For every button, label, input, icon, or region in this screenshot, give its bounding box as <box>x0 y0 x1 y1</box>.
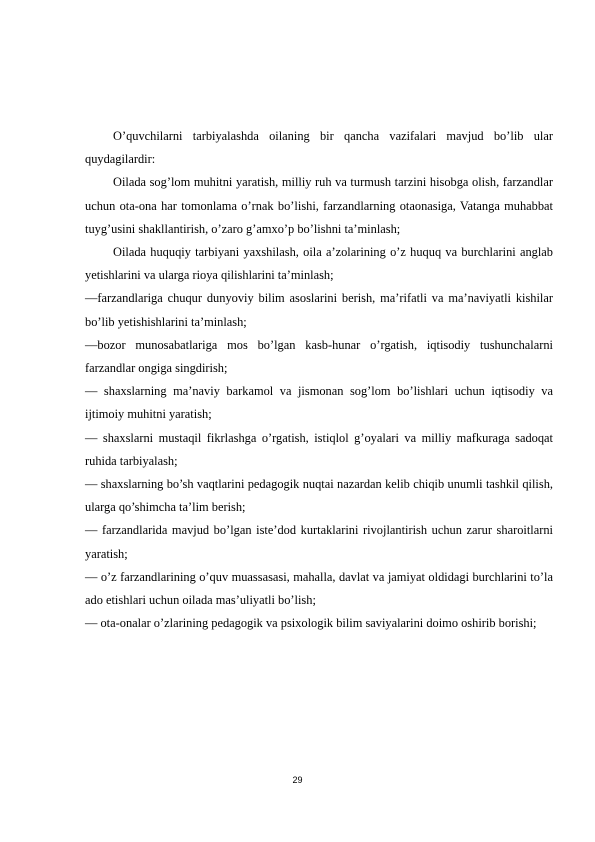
list-item-economic-environment: — shaxslarning ma’naviy barkamol va jismonan sog’lom bo’lishlari uchun iqtisodiy va ijtimoiy muhitni yaratish; <box>85 384 553 422</box>
paragraph-intro: O’quvchilarni tarbiyalashda oilaning bir qancha vazifalari mavjud bo’lib ular quydagilardir: <box>85 129 553 167</box>
list-item-free-time: — shaxslarning bo’sh vaqtlarini pedagogik nuqtai nazardan kelib chiqib unumli tashkil qilish, ularga qo’shimcha ta’lim berish; <box>85 477 553 515</box>
list-item-independent-thinking: — shaxslarni mustaqil fikrlashga o’rgatish, istiqlol g’oyalari va milliy mafkuraga sadoqat ruhida tarbiyalash; <box>85 430 553 468</box>
document-body <box>85 125 553 635</box>
list-item-secular-knowledge: —farzandlariga chuqur dunyoviy bilim asoslarini berish, ma’rifatli va ma’naviyatli kishilar bo’lib yetishishlarini ta’minlash; <box>85 291 553 329</box>
page-number: 29 <box>292 775 303 785</box>
list-item-talent-development: — farzandlarida mavjud bo’lgan iste’dod kurtaklarini rivojlantirish uchun zarur sharoitlarni yaratish; <box>85 523 553 561</box>
list-item-vocational-training: —bozor munosabatlariga mos bo’lgan kasb-hunar o’rgatish, iqtisodiy tushunchalarni farzandlar ongiga singdirish; <box>85 337 553 376</box>
paragraph-legal-education: Oilada huquqiy tarbiyani yaxshilash, oila a’zolarining o’z huquq va burchlarini anglab yetishlarini va ularga rioya qilishlarini ta’minlash; <box>85 245 553 283</box>
paragraph-healthy-environment: Oilada sog’lom muhitni yaratish, milliy ruh va turmush tarzini hisobga olish, farzandlar uchun ota-ona har tomonlama o’rnak bo’lishi, farzandlarning otaonasiga, Vatanga muhabbat tuyg’usini shakllantirish, o’zaro g’amxo’p bo’lishni ta’minlash; <box>85 175 553 236</box>
list-item-parent-knowledge: — ota-onalar o’zlarining pedagogik va psixologik bilim saviyalarini doimo oshirib borishi; <box>85 616 537 631</box>
list-item-responsibility: — o’z farzandlarining o’quv muassasasi, mahalla, davlat va jamiyat oldidagi burchlarini to’la ado etishlari uchun oilada mas’uliyatli bo’lish; <box>85 569 553 608</box>
